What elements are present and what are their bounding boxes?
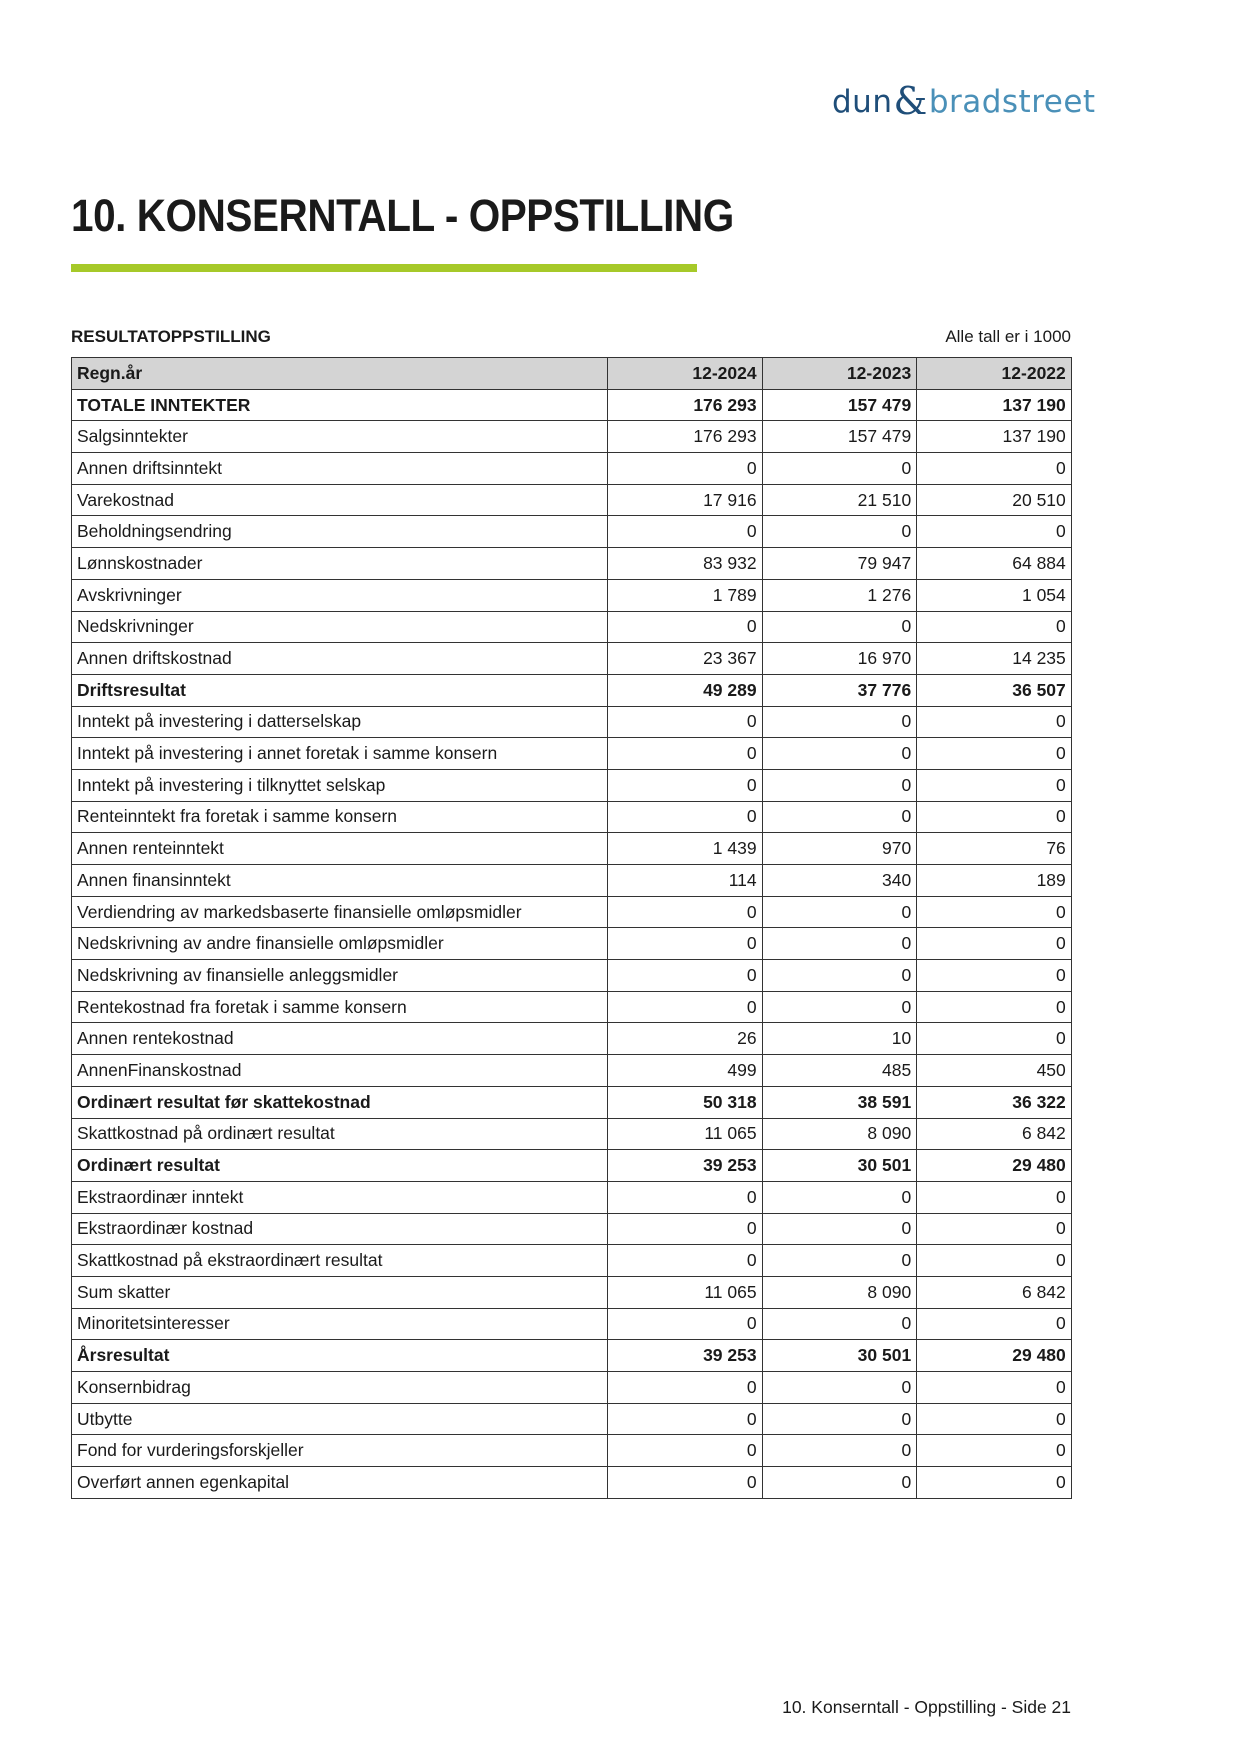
table-row: [72, 674, 1072, 706]
row-value: 0: [608, 453, 763, 485]
page-footer: 10. Konserntall - Oppstilling - Side 21: [782, 1697, 1071, 1717]
row-value: 0: [762, 738, 917, 770]
row-label: Fond for vurderingsforskjeller: [72, 1435, 608, 1467]
row-value: 0: [608, 1467, 763, 1499]
table-row: [72, 1055, 1072, 1087]
row-label: Lønnskostnader: [72, 548, 608, 580]
title-underline-bar: [71, 264, 697, 272]
logo-text-bradstreet: bradstreet: [928, 84, 1096, 120]
row-value: 38 591: [762, 1086, 917, 1118]
row-label: Skattkostnad på ordinært resultat: [72, 1118, 608, 1150]
table-row: [72, 1086, 1072, 1118]
row-value: 340: [762, 865, 917, 897]
table-row: [72, 579, 1072, 611]
table-row: [72, 1372, 1072, 1404]
row-value: 11 065: [608, 1276, 763, 1308]
row-value: 0: [917, 1372, 1072, 1404]
row-value: 0: [762, 1372, 917, 1404]
row-label: Overført annen egenkapital: [72, 1467, 608, 1499]
row-value: 0: [608, 1181, 763, 1213]
row-value: 0: [608, 1435, 763, 1467]
row-label: Ekstraordinær inntekt: [72, 1181, 608, 1213]
row-value: 0: [608, 1213, 763, 1245]
row-label: Skattkostnad på ekstraordinært resultat: [72, 1245, 608, 1277]
row-value: 1 054: [917, 579, 1072, 611]
row-label: Minoritetsinteresser: [72, 1308, 608, 1340]
row-value: 64 884: [917, 548, 1072, 580]
row-value: 8 090: [762, 1118, 917, 1150]
table-row: [72, 453, 1072, 485]
table-header-row: [72, 358, 1072, 390]
row-label: Ordinært resultat før skattekostnad: [72, 1086, 608, 1118]
row-label: Renteinntekt fra foretak i samme konsern: [72, 801, 608, 833]
table-row: [72, 706, 1072, 738]
row-value: 26: [608, 1023, 763, 1055]
row-value: 0: [917, 896, 1072, 928]
row-value: 0: [917, 738, 1072, 770]
row-label: Nedskrivning av andre finansielle omløpsmidler: [72, 928, 608, 960]
row-value: 970: [762, 833, 917, 865]
row-value: 0: [917, 1403, 1072, 1435]
row-label: Avskrivninger: [72, 579, 608, 611]
row-value: 0: [917, 928, 1072, 960]
table-row: [72, 928, 1072, 960]
row-value: 0: [762, 453, 917, 485]
row-label: Nedskrivning av finansielle anleggsmidler: [72, 960, 608, 992]
row-value: 499: [608, 1055, 763, 1087]
row-value: 6 842: [917, 1118, 1072, 1150]
row-label: TOTALE INNTEKTER: [72, 389, 608, 421]
row-label: Utbytte: [72, 1403, 608, 1435]
row-value: 0: [917, 453, 1072, 485]
row-value: 0: [762, 991, 917, 1023]
row-value: 0: [917, 1245, 1072, 1277]
row-label: Årsresultat: [72, 1340, 608, 1372]
row-value: 0: [917, 769, 1072, 801]
row-value: 0: [608, 1308, 763, 1340]
row-value: 23 367: [608, 643, 763, 675]
table-row: [72, 833, 1072, 865]
row-value: 450: [917, 1055, 1072, 1087]
row-value: 485: [762, 1055, 917, 1087]
row-value: 0: [608, 1372, 763, 1404]
header-year: 12-2023: [762, 358, 917, 390]
table-row: [72, 1150, 1072, 1182]
row-value: 0: [917, 1467, 1072, 1499]
row-value: 36 322: [917, 1086, 1072, 1118]
row-value: 0: [608, 991, 763, 1023]
row-value: 0: [762, 960, 917, 992]
row-label: Annen finansinntekt: [72, 865, 608, 897]
row-value: 16 970: [762, 643, 917, 675]
row-label: Beholdningsendring: [72, 516, 608, 548]
row-label: Verdiendring av markedsbaserte finansielle omløpsmidler: [72, 896, 608, 928]
row-value: 76: [917, 833, 1072, 865]
row-label: Ekstraordinær kostnad: [72, 1213, 608, 1245]
row-value: 29 480: [917, 1340, 1072, 1372]
row-value: 0: [762, 611, 917, 643]
row-value: 0: [917, 1308, 1072, 1340]
row-value: 0: [762, 896, 917, 928]
row-value: 14 235: [917, 643, 1072, 675]
row-value: 137 190: [917, 389, 1072, 421]
row-value: 0: [608, 516, 763, 548]
row-value: 50 318: [608, 1086, 763, 1118]
row-value: 0: [917, 1023, 1072, 1055]
row-value: 0: [917, 801, 1072, 833]
table-row: [72, 548, 1072, 580]
table-row: [72, 896, 1072, 928]
row-label: Inntekt på investering i annet foretak i samme konsern: [72, 738, 608, 770]
row-value: 83 932: [608, 548, 763, 580]
row-label: Annen rentekostnad: [72, 1023, 608, 1055]
row-value: 0: [608, 896, 763, 928]
table-row: [72, 1467, 1072, 1499]
row-value: 0: [762, 1403, 917, 1435]
page-title: 10. KONSERNTALL - OPPSTILLING: [71, 190, 734, 241]
logo-text-dun: dun: [832, 84, 893, 120]
table-body: [72, 389, 1072, 1498]
table-row: [72, 865, 1072, 897]
row-value: 0: [762, 769, 917, 801]
row-value: 157 479: [762, 421, 917, 453]
row-value: 6 842: [917, 1276, 1072, 1308]
table-row: [72, 1435, 1072, 1467]
row-value: 0: [762, 801, 917, 833]
row-value: 114: [608, 865, 763, 897]
row-label: Nedskrivninger: [72, 611, 608, 643]
row-value: 189: [917, 865, 1072, 897]
row-value: 39 253: [608, 1340, 763, 1372]
table-row: [72, 1181, 1072, 1213]
table-row: [72, 421, 1072, 453]
row-value: 17 916: [608, 484, 763, 516]
row-value: 20 510: [917, 484, 1072, 516]
row-value: 157 479: [762, 389, 917, 421]
row-value: 0: [917, 960, 1072, 992]
row-label: Annen driftsinntekt: [72, 453, 608, 485]
row-label: Konsernbidrag: [72, 1372, 608, 1404]
table-row: [72, 769, 1072, 801]
row-value: 0: [608, 611, 763, 643]
row-value: 0: [608, 1245, 763, 1277]
row-value: 0: [917, 706, 1072, 738]
row-value: 10: [762, 1023, 917, 1055]
row-value: 21 510: [762, 484, 917, 516]
row-value: 0: [762, 928, 917, 960]
row-value: 1 789: [608, 579, 763, 611]
row-label: Annen renteinntekt: [72, 833, 608, 865]
table-row: [72, 1245, 1072, 1277]
row-value: 0: [762, 1308, 917, 1340]
row-label: Annen driftskostnad: [72, 643, 608, 675]
row-value: 176 293: [608, 421, 763, 453]
table-row: [72, 389, 1072, 421]
row-value: 0: [608, 928, 763, 960]
table-row: [72, 991, 1072, 1023]
dun-bradstreet-logo: [832, 79, 1096, 124]
row-value: 1 439: [608, 833, 763, 865]
row-value: 0: [608, 769, 763, 801]
table-row: [72, 738, 1072, 770]
row-value: 0: [608, 738, 763, 770]
row-value: 79 947: [762, 548, 917, 580]
table-row: [72, 1276, 1072, 1308]
row-value: 30 501: [762, 1340, 917, 1372]
row-value: 0: [608, 801, 763, 833]
row-value: 0: [762, 1435, 917, 1467]
header-year: 12-2022: [917, 358, 1072, 390]
row-value: 0: [762, 706, 917, 738]
income-statement-table: [71, 357, 1072, 1499]
header-label: Regn.år: [72, 358, 608, 390]
row-value: 0: [762, 1213, 917, 1245]
table-row: [72, 643, 1072, 675]
row-value: 0: [762, 1181, 917, 1213]
row-value: 0: [917, 991, 1072, 1023]
row-value: 49 289: [608, 674, 763, 706]
row-value: 0: [917, 1181, 1072, 1213]
section-label: RESULTATOPPSTILLING: [71, 327, 271, 346]
logo-ampersand: &: [893, 79, 928, 123]
table-row: [72, 484, 1072, 516]
row-label: Ordinært resultat: [72, 1150, 608, 1182]
table-row: [72, 801, 1072, 833]
row-label: Driftsresultat: [72, 674, 608, 706]
row-label: Varekostnad: [72, 484, 608, 516]
table-row: [72, 1340, 1072, 1372]
row-value: 0: [608, 960, 763, 992]
row-label: Inntekt på investering i tilknyttet selskap: [72, 769, 608, 801]
row-value: 0: [917, 611, 1072, 643]
row-value: 0: [762, 516, 917, 548]
table-row: [72, 611, 1072, 643]
row-value: 137 190: [917, 421, 1072, 453]
row-value: 176 293: [608, 389, 763, 421]
row-value: 36 507: [917, 674, 1072, 706]
table-row: [72, 1213, 1072, 1245]
row-value: 0: [917, 1213, 1072, 1245]
row-value: 0: [917, 1435, 1072, 1467]
row-label: AnnenFinanskostnad: [72, 1055, 608, 1087]
row-value: 39 253: [608, 1150, 763, 1182]
header-year: 12-2024: [608, 358, 763, 390]
row-label: Rentekostnad fra foretak i samme konsern: [72, 991, 608, 1023]
row-value: 8 090: [762, 1276, 917, 1308]
table-row: [72, 1403, 1072, 1435]
row-value: 11 065: [608, 1118, 763, 1150]
table-row: [72, 960, 1072, 992]
row-value: 29 480: [917, 1150, 1072, 1182]
table-row: [72, 1023, 1072, 1055]
row-value: 1 276: [762, 579, 917, 611]
row-value: 0: [762, 1245, 917, 1277]
row-value: 0: [917, 516, 1072, 548]
table-row: [72, 1308, 1072, 1340]
unit-note: Alle tall er i 1000: [945, 327, 1071, 346]
table-row: [72, 516, 1072, 548]
row-label: Sum skatter: [72, 1276, 608, 1308]
table-row: [72, 1118, 1072, 1150]
row-value: 0: [608, 706, 763, 738]
row-value: 37 776: [762, 674, 917, 706]
row-value: 30 501: [762, 1150, 917, 1182]
row-value: 0: [608, 1403, 763, 1435]
row-label: Inntekt på investering i datterselskap: [72, 706, 608, 738]
row-value: 0: [762, 1467, 917, 1499]
row-label: Salgsinntekter: [72, 421, 608, 453]
